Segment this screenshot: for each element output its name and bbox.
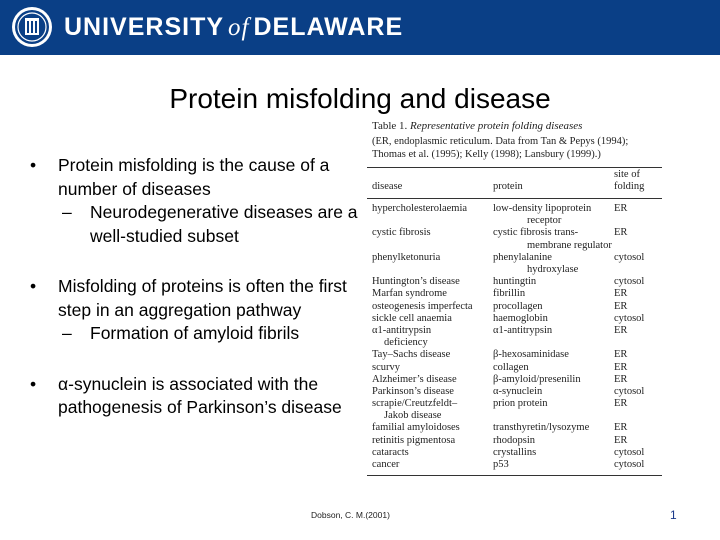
page-number: 1 xyxy=(670,508,677,522)
bullet-text: α-synuclein is associated with the pathogenesis of Parkinson’s disease xyxy=(58,373,342,417)
cell-site: ER xyxy=(614,288,628,300)
table-note-line-1: (ER, endoplasmic reticulum. Data from Tan & Pepys (1994); xyxy=(372,136,629,147)
sub-bullet-dash: – xyxy=(62,323,72,343)
table-row xyxy=(367,447,662,459)
cell-site: cytosol xyxy=(614,312,645,324)
cell-site: ER xyxy=(614,324,628,336)
cell-disease: Parkinson’s disease xyxy=(372,385,454,397)
cell-site: ER xyxy=(614,398,628,410)
table-row xyxy=(367,203,662,227)
cell-site: ER xyxy=(614,434,628,446)
cell-protein: low-density lipoprotein receptor xyxy=(493,203,592,227)
cell-disease: Alzheimer’s disease xyxy=(372,373,457,385)
table-caption-title: Representative protein folding diseases xyxy=(410,120,583,132)
sub-bullet-item xyxy=(30,322,360,346)
table-row xyxy=(367,288,662,300)
cell-disease: retinitis pigmentosa xyxy=(372,434,456,446)
bullet-list xyxy=(30,154,360,420)
cell-disease: hypercholesterolaemia xyxy=(372,203,468,214)
cell-protein: β-amyloid/presenilin xyxy=(493,373,581,385)
table-row xyxy=(367,386,662,398)
bullet-text: Protein misfolding is the cause of a number of diseases xyxy=(58,155,330,199)
table-row xyxy=(367,276,662,288)
cell-protein: procollagen xyxy=(493,300,543,312)
table-row xyxy=(367,301,662,313)
cell-disease: cataracts xyxy=(372,446,409,458)
brand-of: of xyxy=(228,14,250,41)
cell-disease: phenylketonuria xyxy=(372,251,441,263)
bullet-item xyxy=(30,154,360,201)
cell-disease: Marfan syndrome xyxy=(372,288,447,300)
disease-table-figure xyxy=(367,120,662,500)
cell-disease: α1-antitrypsin deficiency xyxy=(372,324,432,349)
cell-protein: haemoglobin xyxy=(493,312,548,324)
university-seal-icon xyxy=(11,6,53,48)
table-note-line-2: Thomas et al. (1995); Kelly (1998); Lansbury (1999).) xyxy=(372,149,601,160)
header-protein: protein xyxy=(493,181,523,192)
sub-bullet-text: Neurodegenerative diseases are a well-studied subset xyxy=(90,202,358,246)
table-header-rule xyxy=(367,198,662,199)
cell-site: ER xyxy=(614,227,628,239)
table-row xyxy=(367,422,662,434)
slide-title: Protein misfolding and disease xyxy=(169,83,551,114)
university-wordmark[interactable] xyxy=(64,12,403,43)
header-bar xyxy=(0,0,720,55)
cell-disease: Tay–Sachs disease xyxy=(372,349,451,361)
table-row xyxy=(367,252,662,276)
table-row xyxy=(367,398,662,422)
cell-site: ER xyxy=(614,373,628,385)
brand-university: UNIVERSITY xyxy=(64,13,225,41)
table-row xyxy=(367,325,662,349)
sub-bullet-text: Formation of amyloid fibrils xyxy=(90,323,300,343)
cell-site: cytosol xyxy=(614,385,645,397)
cell-disease: sickle cell anaemia xyxy=(372,312,452,324)
cell-protein: β-hexosaminidase xyxy=(493,349,569,361)
bullet-text: Misfolding of proteins is often the first step in an aggregation pathway xyxy=(58,276,347,320)
cell-site: cytosol xyxy=(614,459,645,471)
table-row xyxy=(367,349,662,361)
table-row xyxy=(367,374,662,386)
table-caption xyxy=(372,120,662,133)
cell-protein: collagen xyxy=(493,361,529,373)
cell-protein: crystallins xyxy=(493,446,537,458)
cell-protein: prion protein xyxy=(493,398,548,410)
cell-disease: familial amyloidoses xyxy=(372,422,460,434)
cell-site: ER xyxy=(614,203,628,214)
cell-protein: phenylalanine hydroxylase xyxy=(493,251,579,275)
bullet-dot: • xyxy=(30,155,37,175)
cell-protein: fibrillin xyxy=(493,288,526,300)
brand-delaware: DELAWARE xyxy=(253,13,404,41)
cell-disease: Huntington’s disease xyxy=(372,276,460,288)
cell-disease: cystic fibrosis xyxy=(372,227,431,239)
table-row xyxy=(367,227,662,251)
cell-site: ER xyxy=(614,349,628,361)
cell-protein: α-synuclein xyxy=(493,385,543,397)
sub-bullet-item xyxy=(30,201,360,248)
cell-site: ER xyxy=(614,300,628,312)
cell-site: ER xyxy=(614,361,628,373)
table-bottom-rule xyxy=(367,475,662,476)
cell-protein: rhodopsin xyxy=(493,434,535,446)
bullet-dot: • xyxy=(30,276,37,296)
cell-disease: osteogenesis imperfecta xyxy=(372,300,473,312)
cell-protein: α1-antitrypsin xyxy=(493,324,553,336)
cell-protein: cystic fibrosis trans- membrane regulator xyxy=(493,227,612,251)
sub-bullet-dash: – xyxy=(62,202,72,222)
cell-protein: p53 xyxy=(493,459,509,471)
cell-protein: transthyretin/lysozyme xyxy=(493,422,590,434)
table-row xyxy=(367,362,662,374)
cell-site: cytosol xyxy=(614,276,645,288)
bullet-item xyxy=(30,275,360,322)
cell-disease: cancer xyxy=(372,459,400,471)
cell-protein: huntingtin xyxy=(493,276,537,288)
cell-disease: scrapie/Creutzfeldt– Jakob disease xyxy=(372,398,458,422)
cell-site: cytosol xyxy=(614,251,645,263)
header-site: site of folding xyxy=(614,169,645,192)
cell-site: ER xyxy=(614,422,628,434)
table-row xyxy=(367,435,662,447)
table-row xyxy=(367,313,662,325)
table-caption-number: Table 1. xyxy=(372,120,408,132)
cell-disease: scurvy xyxy=(372,361,400,373)
bullet-dot: • xyxy=(30,373,37,394)
table-row xyxy=(367,459,662,471)
table-header xyxy=(367,168,662,196)
table-body xyxy=(367,203,662,471)
cell-site: cytosol xyxy=(614,446,645,458)
bullet-item xyxy=(30,373,360,420)
citation: Dobson, C. M.(2001) xyxy=(311,510,390,520)
header-disease: disease xyxy=(372,181,403,192)
